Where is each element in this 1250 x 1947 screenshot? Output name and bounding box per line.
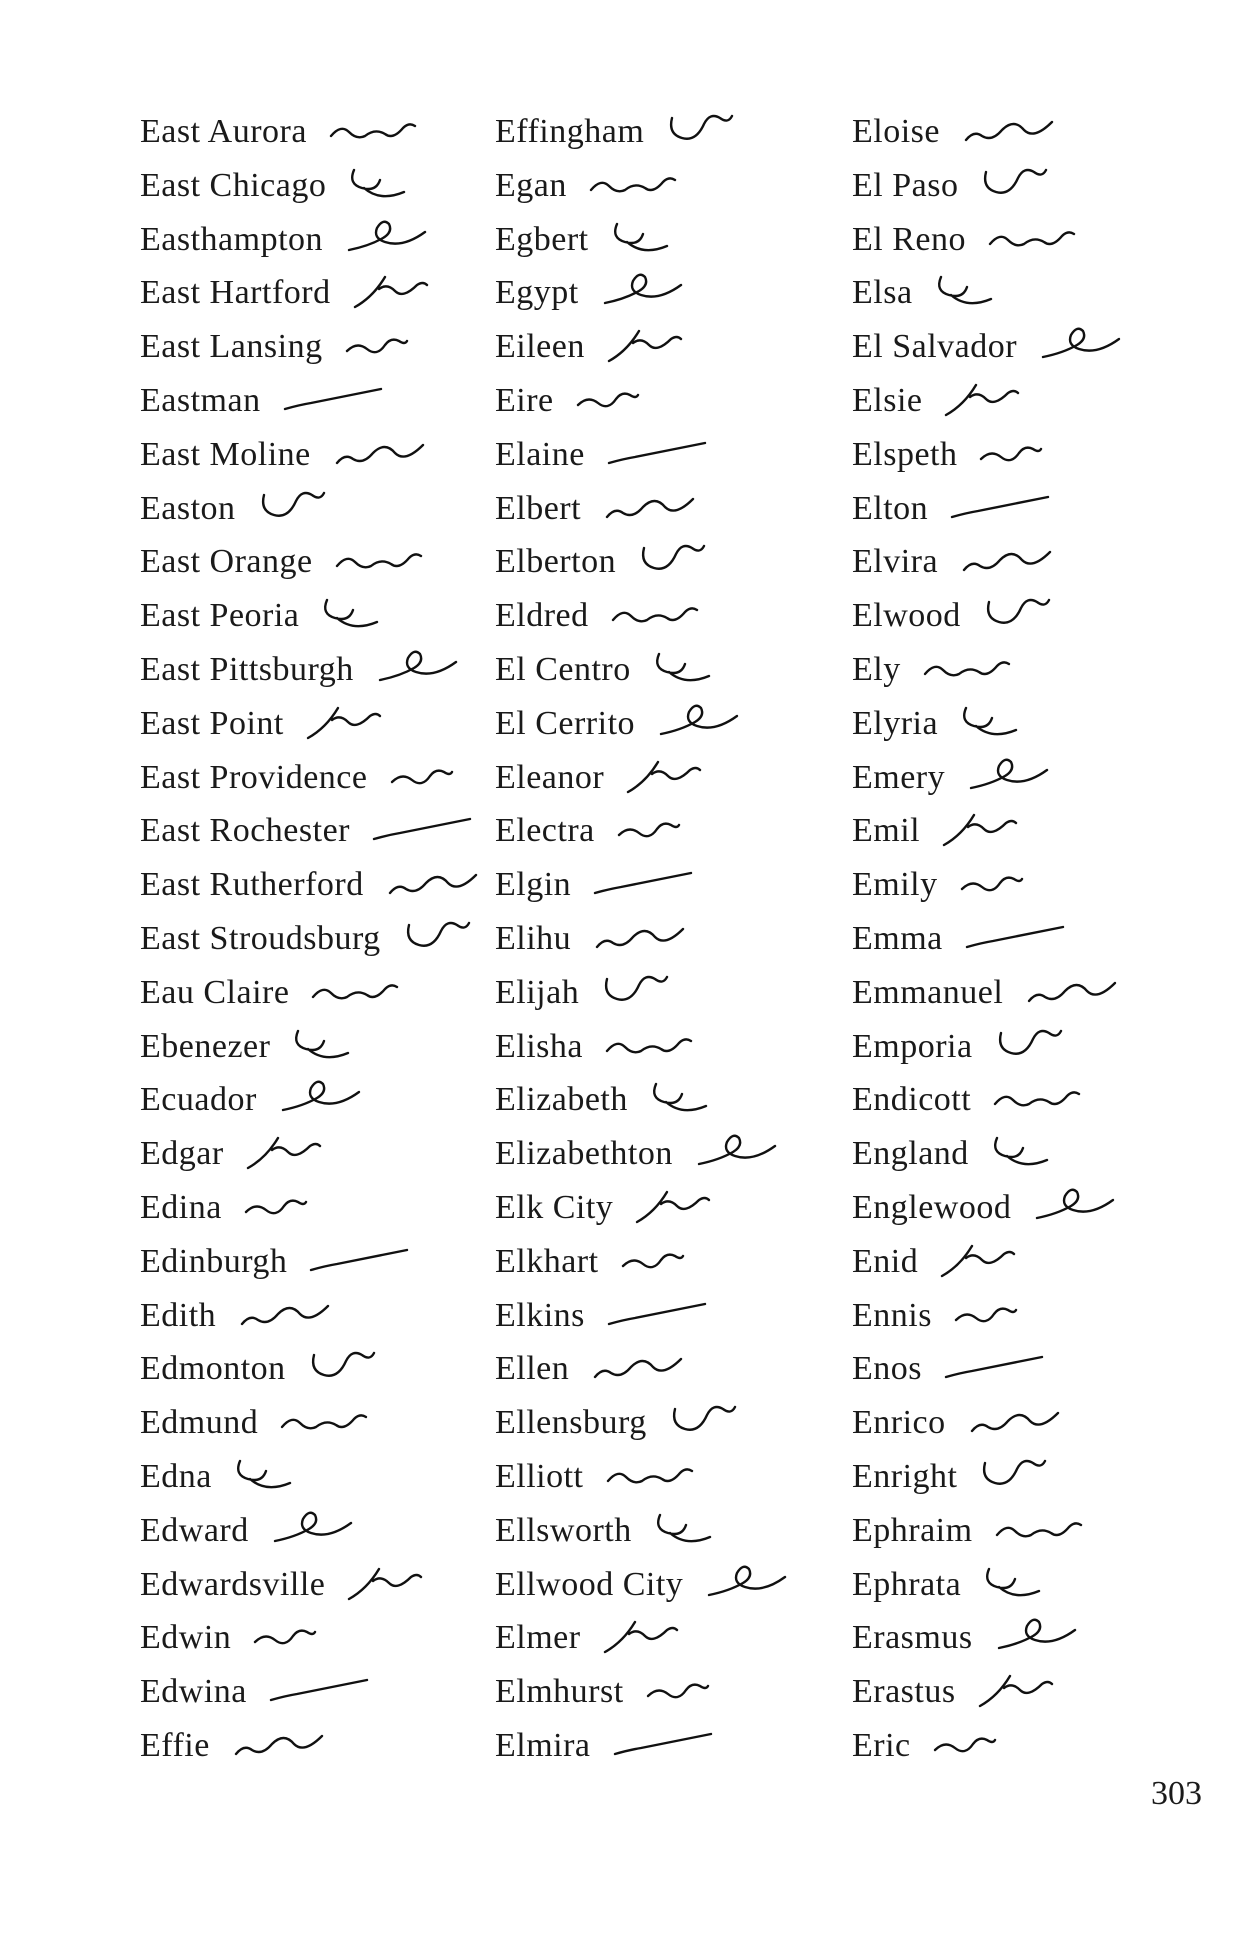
entry-word: Eloise bbox=[852, 113, 940, 150]
shorthand-outline-icon bbox=[691, 1128, 787, 1188]
shorthand-outline-icon bbox=[984, 214, 1074, 274]
entry-row bbox=[140, 758, 500, 812]
entry-row bbox=[852, 865, 1212, 919]
entry-word: Effie bbox=[140, 1726, 210, 1764]
entry-row bbox=[495, 542, 855, 596]
entry-word: Edwardsville bbox=[140, 1565, 326, 1603]
entry-row bbox=[495, 919, 855, 973]
shorthand-outline-icon bbox=[242, 1128, 326, 1188]
entry-word: Electra bbox=[495, 812, 595, 850]
shorthand-outline-icon bbox=[603, 321, 687, 381]
shorthand-outline-icon bbox=[331, 536, 421, 596]
entry-word: Eire bbox=[495, 381, 554, 419]
shorthand-outline-icon bbox=[963, 752, 1059, 812]
shorthand-outline-icon bbox=[307, 967, 397, 1027]
entry-row bbox=[852, 811, 1212, 865]
shorthand-outline-icon bbox=[597, 967, 671, 1027]
entry-word: Elliott bbox=[495, 1457, 584, 1495]
entry-word: Elihu bbox=[495, 919, 572, 957]
entry-row bbox=[140, 1349, 500, 1403]
entry-word: Elizabeth bbox=[495, 1081, 628, 1119]
shorthand-outline-icon bbox=[302, 698, 386, 758]
entry-row bbox=[140, 166, 500, 220]
shorthand-outline-icon bbox=[613, 805, 683, 865]
entry-word: East Orange bbox=[140, 543, 313, 581]
entry-row bbox=[852, 489, 1212, 543]
entry-row bbox=[495, 435, 855, 489]
shorthand-outline-icon bbox=[1021, 967, 1121, 1027]
entry-word: Ephraim bbox=[852, 1511, 973, 1549]
shorthand-outline-icon bbox=[276, 1397, 366, 1457]
entry-word: England bbox=[852, 1135, 969, 1173]
entry-row bbox=[852, 596, 1212, 650]
shorthand-outline-icon bbox=[991, 1505, 1081, 1565]
shorthand-outline-icon bbox=[650, 1505, 730, 1565]
entry-row bbox=[852, 273, 1212, 327]
shorthand-outline-icon bbox=[589, 913, 689, 973]
shorthand-outline-icon bbox=[230, 1451, 310, 1511]
shorthand-outline-icon bbox=[946, 483, 1056, 543]
entry-row bbox=[495, 327, 855, 381]
entry-word: Enid bbox=[852, 1242, 919, 1280]
entry-row bbox=[140, 596, 500, 650]
shorthand-outline-icon bbox=[234, 1290, 334, 1350]
shorthand-outline-icon bbox=[665, 1397, 739, 1457]
entry-word: Ecuador bbox=[140, 1081, 257, 1119]
entry-word: East Hartford bbox=[140, 274, 331, 312]
entry-word: Egbert bbox=[495, 220, 589, 258]
entry-word: East Rutherford bbox=[140, 866, 364, 904]
entry-word: Elmer bbox=[495, 1619, 581, 1657]
shorthand-outline-icon bbox=[609, 1720, 719, 1780]
entry-row bbox=[495, 1080, 855, 1134]
shorthand-outline-icon bbox=[349, 267, 433, 327]
entry-row bbox=[852, 220, 1212, 274]
entry-word: Elizabethton bbox=[495, 1135, 673, 1173]
shorthand-outline-icon bbox=[602, 1451, 692, 1511]
shorthand-outline-icon bbox=[607, 590, 697, 650]
entry-word: Eastman bbox=[140, 381, 261, 419]
entry-row bbox=[495, 1511, 855, 1565]
entry-row bbox=[852, 435, 1212, 489]
entry-word: Enrico bbox=[852, 1404, 946, 1442]
entry-row bbox=[495, 1027, 855, 1081]
entry-word: Emery bbox=[852, 758, 946, 796]
shorthand-outline-icon bbox=[622, 752, 706, 812]
entry-word: Elmhurst bbox=[495, 1673, 624, 1711]
entry-row bbox=[140, 435, 500, 489]
entry-row bbox=[140, 1134, 500, 1188]
entry-row bbox=[140, 1242, 500, 1296]
entry-word: Eric bbox=[852, 1726, 911, 1764]
shorthand-outline-icon bbox=[317, 590, 397, 650]
shorthand-outline-icon bbox=[979, 590, 1053, 650]
shorthand-outline-icon bbox=[646, 1074, 726, 1134]
entry-row bbox=[140, 1457, 500, 1511]
shorthand-outline-icon bbox=[975, 429, 1045, 489]
shorthand-outline-icon bbox=[279, 375, 389, 435]
shorthand-outline-icon bbox=[634, 536, 708, 596]
shorthand-outline-icon bbox=[642, 1666, 712, 1726]
entry-row bbox=[495, 1457, 855, 1511]
entry-row bbox=[140, 1403, 500, 1457]
entry-word: Ellsworth bbox=[495, 1511, 632, 1549]
shorthand-outline-icon bbox=[249, 1612, 319, 1672]
entry-row bbox=[140, 919, 500, 973]
entry-row bbox=[852, 1672, 1212, 1726]
entry-word: Effingham bbox=[495, 113, 645, 150]
entry-word: El Reno bbox=[852, 220, 966, 258]
entry-row bbox=[140, 650, 500, 704]
entry-word: Eau Claire bbox=[140, 973, 290, 1011]
entry-row bbox=[140, 489, 500, 543]
entry-word: Erasmus bbox=[852, 1619, 973, 1657]
shorthand-outline-icon bbox=[961, 913, 1071, 973]
entry-row bbox=[852, 1403, 1212, 1457]
shorthand-outline-icon bbox=[601, 1021, 691, 1081]
shorthand-outline-icon bbox=[956, 859, 1026, 919]
shorthand-outline-icon bbox=[956, 536, 1056, 596]
entry-word: Edmund bbox=[140, 1404, 259, 1442]
entry-word: Edith bbox=[140, 1296, 217, 1334]
shorthand-outline-icon bbox=[305, 1236, 415, 1296]
shorthand-outline-icon bbox=[344, 160, 424, 220]
shorthand-outline-icon bbox=[572, 375, 642, 435]
entry-row bbox=[852, 650, 1212, 704]
entry-word: Ely bbox=[852, 650, 901, 688]
entry-word: Emily bbox=[852, 866, 938, 904]
entry-row bbox=[140, 811, 500, 865]
shorthand-outline-icon bbox=[288, 1021, 368, 1081]
shorthand-outline-icon bbox=[585, 160, 675, 220]
entry-row bbox=[852, 758, 1212, 812]
entry-row bbox=[495, 220, 855, 274]
shorthand-outline-icon bbox=[989, 1074, 1079, 1134]
entry-row bbox=[140, 1726, 500, 1780]
shorthand-outline-icon bbox=[919, 644, 1009, 704]
entry-word: Edmonton bbox=[140, 1350, 286, 1388]
entry-word: Endicott bbox=[852, 1081, 972, 1119]
entry-word: East Moline bbox=[140, 435, 311, 473]
entry-word: Edgar bbox=[140, 1135, 224, 1173]
entry-row bbox=[140, 1188, 500, 1242]
shorthand-outline-icon bbox=[599, 483, 699, 543]
entry-row bbox=[140, 542, 500, 596]
shorthand-outline-icon bbox=[938, 805, 1022, 865]
entry-row bbox=[495, 865, 855, 919]
entry-word: Ellensburg bbox=[495, 1404, 647, 1442]
shorthand-outline-icon bbox=[979, 1559, 1059, 1619]
entry-row bbox=[495, 758, 855, 812]
entry-word: Emil bbox=[852, 812, 921, 850]
entry-row bbox=[140, 865, 500, 919]
entry-word: Eleanor bbox=[495, 758, 605, 796]
entry-row bbox=[852, 166, 1212, 220]
column-1 bbox=[140, 112, 500, 1780]
entry-row bbox=[495, 112, 855, 166]
entry-word: Erastus bbox=[852, 1673, 956, 1711]
shorthand-outline-icon bbox=[341, 321, 411, 381]
shorthand-outline-icon bbox=[603, 429, 713, 489]
entry-row bbox=[852, 1296, 1212, 1350]
shorthand-outline-icon bbox=[958, 106, 1058, 166]
shorthand-outline-icon bbox=[631, 1182, 715, 1242]
shorthand-outline-icon bbox=[399, 913, 473, 973]
entry-row bbox=[495, 381, 855, 435]
entry-word: Elspeth bbox=[852, 435, 958, 473]
entry-word: Edward bbox=[140, 1511, 249, 1549]
shorthand-outline-icon bbox=[701, 1559, 797, 1619]
entry-row bbox=[852, 1027, 1212, 1081]
entry-row bbox=[140, 1511, 500, 1565]
shorthand-outline-icon bbox=[265, 1666, 375, 1726]
entry-row bbox=[140, 1618, 500, 1672]
entry-word: East Point bbox=[140, 704, 284, 742]
entry-word: Ellwood City bbox=[495, 1565, 684, 1603]
entry-word: Englewood bbox=[852, 1188, 1012, 1226]
entry-word: East Pittsburgh bbox=[140, 650, 354, 688]
shorthand-outline-icon bbox=[1029, 1182, 1125, 1242]
shorthand-outline-icon bbox=[991, 1021, 1065, 1081]
shorthand-outline-icon bbox=[603, 1290, 713, 1350]
entry-row bbox=[140, 1027, 500, 1081]
entry-row bbox=[852, 1349, 1212, 1403]
shorthand-outline-icon bbox=[341, 214, 437, 274]
entry-word: El Paso bbox=[852, 166, 959, 204]
entry-row bbox=[852, 1457, 1212, 1511]
shorthand-outline-icon bbox=[372, 644, 468, 704]
shorthand-outline-icon bbox=[240, 1182, 310, 1242]
shorthand-outline-icon bbox=[1035, 321, 1131, 381]
shorthand-outline-icon bbox=[254, 483, 328, 543]
shorthand-outline-icon bbox=[975, 1451, 1049, 1511]
entry-word: Emma bbox=[852, 919, 943, 957]
entry-row bbox=[852, 704, 1212, 758]
entry-row bbox=[852, 381, 1212, 435]
shorthand-outline-icon bbox=[589, 859, 699, 919]
entry-word: Ellen bbox=[495, 1350, 570, 1388]
entry-word: Elmira bbox=[495, 1726, 591, 1764]
entry-row bbox=[852, 1511, 1212, 1565]
entry-row bbox=[495, 596, 855, 650]
entry-word: East Stroudsburg bbox=[140, 919, 381, 957]
entry-row bbox=[140, 220, 500, 274]
entry-row bbox=[852, 1726, 1212, 1780]
shorthand-outline-icon bbox=[617, 1236, 687, 1296]
entry-word: Enright bbox=[852, 1457, 958, 1495]
shorthand-outline-icon bbox=[950, 1290, 1020, 1350]
entry-word: East Chicago bbox=[140, 166, 327, 204]
entry-word: El Cerrito bbox=[495, 704, 636, 742]
shorthand-outline-icon bbox=[343, 1559, 427, 1619]
entry-row bbox=[852, 1565, 1212, 1619]
shorthand-outline-icon bbox=[304, 1343, 378, 1403]
shorthand-outline-icon bbox=[325, 106, 415, 166]
entry-row bbox=[495, 1296, 855, 1350]
entry-word: Ephrata bbox=[852, 1565, 962, 1603]
entry-row bbox=[495, 973, 855, 1027]
entry-row bbox=[140, 973, 500, 1027]
entry-word: East Peoria bbox=[140, 597, 300, 635]
entry-row bbox=[852, 327, 1212, 381]
entry-word: Easton bbox=[140, 489, 236, 527]
entry-word: Edna bbox=[140, 1457, 212, 1495]
entry-row bbox=[495, 1403, 855, 1457]
shorthand-outline-icon bbox=[662, 106, 736, 166]
entry-word: Elaine bbox=[495, 435, 585, 473]
shorthand-outline-icon bbox=[936, 1236, 1020, 1296]
entry-word: Elyria bbox=[852, 704, 939, 742]
shorthand-outline-icon bbox=[275, 1074, 371, 1134]
entry-row bbox=[140, 1080, 500, 1134]
entry-row bbox=[140, 704, 500, 758]
entry-row bbox=[852, 973, 1212, 1027]
entry-word: East Rochester bbox=[140, 812, 350, 850]
entry-word: Eileen bbox=[495, 328, 585, 366]
column-2 bbox=[495, 112, 855, 1780]
entry-word: Edinburgh bbox=[140, 1242, 288, 1280]
shorthand-outline-icon bbox=[987, 1128, 1067, 1188]
shorthand-outline-icon bbox=[368, 805, 478, 865]
entry-word: Elgin bbox=[495, 866, 572, 904]
entry-row bbox=[495, 1242, 855, 1296]
entry-row bbox=[495, 273, 855, 327]
entry-word: Elisha bbox=[495, 1027, 583, 1065]
entry-word: Elton bbox=[852, 489, 929, 527]
entry-word: El Salvador bbox=[852, 328, 1018, 366]
entry-word: East Providence bbox=[140, 758, 368, 796]
shorthand-outline-icon bbox=[329, 429, 429, 489]
entry-word: Eldred bbox=[495, 597, 589, 635]
entry-word: Ennis bbox=[852, 1296, 932, 1334]
entry-row bbox=[852, 1618, 1212, 1672]
shorthand-outline-icon bbox=[976, 160, 1050, 220]
entry-row bbox=[852, 542, 1212, 596]
entry-row bbox=[140, 1565, 500, 1619]
entry-word: Elkins bbox=[495, 1296, 585, 1334]
entry-word: Elwood bbox=[852, 597, 961, 635]
entry-row bbox=[852, 919, 1212, 973]
entry-row bbox=[140, 1672, 500, 1726]
entry-row bbox=[495, 1349, 855, 1403]
entry-word: Elkhart bbox=[495, 1242, 599, 1280]
entry-word: Emmanuel bbox=[852, 973, 1004, 1011]
shorthand-outline-icon bbox=[940, 375, 1024, 435]
shorthand-outline-icon bbox=[929, 1720, 999, 1780]
shorthand-outline-icon bbox=[653, 698, 749, 758]
entry-row bbox=[852, 1134, 1212, 1188]
entry-word: Elk City bbox=[495, 1188, 614, 1226]
entry-row bbox=[495, 1726, 855, 1780]
entry-word: Edina bbox=[140, 1188, 222, 1226]
shorthand-outline-icon bbox=[597, 267, 693, 327]
entry-row bbox=[495, 166, 855, 220]
entry-row bbox=[495, 489, 855, 543]
entry-row bbox=[852, 1080, 1212, 1134]
entry-row bbox=[852, 1188, 1212, 1242]
shorthand-outline-icon bbox=[991, 1612, 1087, 1672]
column-3 bbox=[852, 112, 1212, 1780]
entry-row bbox=[852, 112, 1212, 166]
shorthand-outline-icon bbox=[382, 859, 482, 919]
entry-row bbox=[495, 1672, 855, 1726]
entry-row bbox=[495, 704, 855, 758]
entry-word: Enos bbox=[852, 1350, 922, 1388]
entry-word: East Aurora bbox=[140, 113, 307, 150]
page-number: 303 bbox=[1151, 1775, 1202, 1812]
entry-row bbox=[495, 811, 855, 865]
entry-word: Elbert bbox=[495, 489, 582, 527]
shorthand-outline-icon bbox=[940, 1343, 1050, 1403]
entry-row bbox=[140, 381, 500, 435]
entry-row bbox=[140, 1296, 500, 1350]
entry-word: Elsa bbox=[852, 274, 913, 312]
entry-word: Easthampton bbox=[140, 220, 324, 258]
entry-row bbox=[140, 327, 500, 381]
shorthand-outline-icon bbox=[228, 1720, 328, 1780]
shorthand-outline-icon bbox=[649, 644, 729, 704]
entry-row bbox=[495, 1565, 855, 1619]
entry-word: Elsie bbox=[852, 381, 923, 419]
entry-word: Egan bbox=[495, 166, 567, 204]
shorthand-outline-icon bbox=[599, 1612, 683, 1672]
entry-word: Edwin bbox=[140, 1619, 232, 1657]
entry-word: Elijah bbox=[495, 973, 580, 1011]
entry-word: Emporia bbox=[852, 1027, 973, 1065]
shorthand-outline-icon bbox=[267, 1505, 363, 1565]
entry-row bbox=[495, 650, 855, 704]
entry-row bbox=[852, 1242, 1212, 1296]
entry-row bbox=[140, 273, 500, 327]
shorthand-outline-icon bbox=[607, 214, 687, 274]
entry-word: Ebenezer bbox=[140, 1027, 271, 1065]
entry-row bbox=[140, 112, 500, 166]
entry-word: El Centro bbox=[495, 650, 631, 688]
shorthand-outline-icon bbox=[386, 752, 456, 812]
shorthand-outline-icon bbox=[956, 698, 1036, 758]
entry-row bbox=[495, 1618, 855, 1672]
shorthand-outline-icon bbox=[931, 267, 1011, 327]
entry-word: Edwina bbox=[140, 1673, 247, 1711]
entry-row bbox=[495, 1134, 855, 1188]
entry-word: Elberton bbox=[495, 543, 617, 581]
shorthand-outline-icon bbox=[974, 1666, 1058, 1726]
entry-word: Egypt bbox=[495, 274, 579, 312]
shorthand-outline-icon bbox=[587, 1343, 687, 1403]
shorthand-outline-icon bbox=[964, 1397, 1064, 1457]
entry-word: East Lansing bbox=[140, 328, 323, 366]
entry-row bbox=[495, 1188, 855, 1242]
entry-word: Elvira bbox=[852, 543, 939, 581]
